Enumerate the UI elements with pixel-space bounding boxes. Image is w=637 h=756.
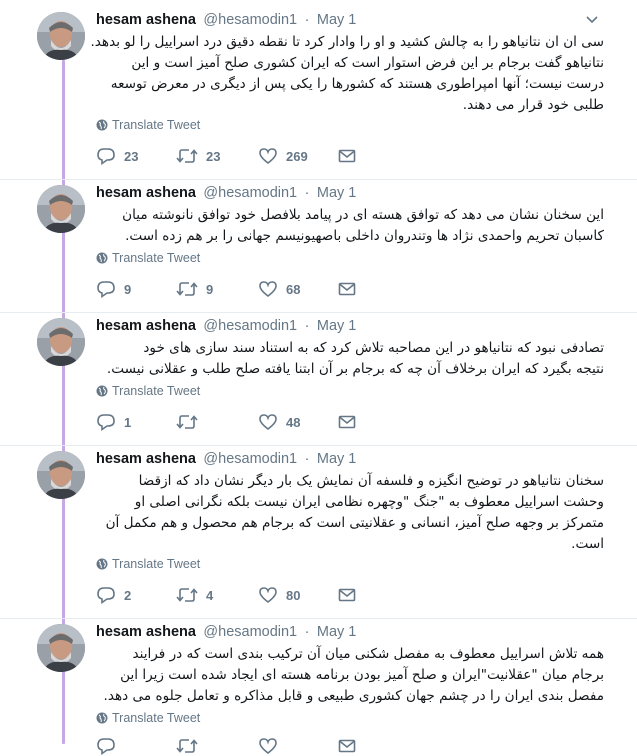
reply-icon (96, 413, 116, 431)
heart-icon (258, 280, 278, 298)
direct-message-button[interactable] (338, 412, 364, 432)
tweet-separator (0, 445, 637, 446)
translate-tweet-link[interactable] (96, 556, 200, 572)
translate-label: Translate Tweet (112, 251, 201, 265)
dot-separator: · (304, 451, 310, 467)
retweet-count: 23 (206, 148, 221, 164)
tweet-text-line: متمرکز بر وجهه صلح آمیز، انسانی و عقلانیتی است که برجام هم محصول و هم مکمل آن (105, 515, 604, 531)
tweet-date[interactable]: May 1 (316, 185, 357, 201)
globe-icon (96, 712, 108, 724)
tweet-date[interactable]: May 1 (316, 451, 357, 467)
retweet-button[interactable] (176, 585, 213, 605)
tweet-header (96, 183, 356, 203)
tweet-date[interactable]: May 1 (316, 624, 357, 640)
tweet-text (90, 32, 604, 116)
tweet-text-line: مفصل بندی ایران را در چشم جهان کشوری طبیعی و قابل مذاکره و تعامل جلوه می دهد. (103, 688, 604, 704)
tweet-separator (0, 312, 637, 313)
retweet-icon (176, 147, 198, 165)
direct-message-button[interactable] (338, 146, 364, 166)
tweet-text-line: نتانیاهو گفت برجام بر این فرض استوار است که ایران کشوری صلح آمیز است و این (131, 55, 604, 71)
reply-button[interactable] (96, 585, 131, 605)
direct-message-button[interactable] (338, 585, 364, 605)
tweet-text-line: است. (571, 536, 604, 552)
reply-button[interactable] (96, 412, 131, 432)
globe-icon (96, 558, 108, 570)
author-handle[interactable]: @hesamodin1 (203, 318, 298, 334)
reply-icon (96, 586, 116, 604)
tweet-header (96, 449, 356, 469)
reply-button[interactable] (96, 146, 138, 166)
retweet-count: 9 (206, 281, 214, 297)
like-count: 48 (286, 414, 301, 430)
dot-separator: · (304, 185, 310, 201)
translate-tweet-link[interactable] (96, 383, 200, 399)
tweet-text (96, 471, 604, 555)
tweet-text-line: سی ان ان نتانیاهو را به چالش کشید و او را وادار کرد تا نقطه دقیق درد اسراییل را لو بدهد. (90, 34, 604, 50)
tweet-actions (96, 279, 376, 299)
avatar[interactable] (37, 624, 85, 672)
like-button[interactable] (258, 412, 300, 432)
tweet-text (96, 205, 604, 247)
avatar[interactable] (37, 318, 85, 366)
like-button[interactable] (258, 736, 286, 756)
reply-count: 1 (124, 414, 132, 430)
retweet-icon (176, 737, 198, 755)
retweet-count: 4 (206, 587, 214, 603)
envelope-icon (338, 414, 356, 430)
author-name[interactable]: hesam ashena (96, 185, 196, 201)
tweet-text-line: طلبی خود قرار می دهند. (462, 97, 604, 113)
tweet-text-line: نتیجه بگیرد که ایران برخلاف آن چه که برجام بر آن ابتنا یافته صلح طلب و عقلانی نیست. (106, 361, 604, 377)
heart-icon (258, 737, 278, 755)
tweet-text-line: برجام میان "عقلانیت"ایران و صلح آمیز بودن برنامه هسته ای ایجاد شده است زیرا این (120, 667, 604, 683)
tweet-actions (96, 585, 376, 605)
retweet-icon (176, 280, 198, 298)
retweet-button[interactable] (176, 412, 206, 432)
translate-tweet-link[interactable] (96, 710, 200, 726)
author-name[interactable]: hesam ashena (96, 12, 196, 28)
heart-icon (258, 413, 278, 431)
translate-label: Translate Tweet (112, 118, 201, 132)
envelope-icon (338, 148, 356, 164)
chevron-down-icon[interactable] (585, 14, 599, 26)
tweet-separator (0, 618, 637, 619)
retweet-button[interactable] (176, 736, 206, 756)
retweet-button[interactable] (176, 279, 213, 299)
avatar[interactable] (37, 12, 85, 60)
tweet-text-line: این سخنان نشان می دهد که توافق هسته ای در پیامد بلافصل خود توافق نانوشته میان (122, 207, 604, 223)
like-button[interactable] (258, 585, 300, 605)
author-name[interactable]: hesam ashena (96, 318, 196, 334)
dot-separator: · (304, 624, 310, 640)
avatar[interactable] (37, 451, 85, 499)
author-handle[interactable]: @hesamodin1 (203, 624, 298, 640)
globe-icon (96, 252, 108, 264)
retweet-button[interactable] (176, 146, 220, 166)
author-handle[interactable]: @hesamodin1 (203, 12, 298, 28)
globe-icon (96, 119, 108, 131)
reply-icon (96, 280, 116, 298)
tweet-text (96, 338, 604, 380)
reply-button[interactable] (96, 736, 124, 756)
author-handle[interactable]: @hesamodin1 (203, 185, 298, 201)
avatar[interactable] (37, 185, 85, 233)
tweet-actions (96, 412, 376, 432)
dot-separator: · (304, 12, 310, 28)
translate-label: Translate Tweet (112, 711, 201, 725)
like-count: 80 (286, 587, 301, 603)
tweet-actions (96, 736, 376, 756)
envelope-icon (338, 738, 356, 754)
envelope-icon (338, 281, 356, 297)
translate-tweet-link[interactable] (96, 117, 200, 133)
translate-label: Translate Tweet (112, 384, 201, 398)
tweet-header (96, 10, 356, 30)
tweet-text-line: همه تلاش اسراییل معطوف به مفصل شکنی میان آن ترکیب بندی است که در فرایند (132, 646, 604, 662)
author-name[interactable]: hesam ashena (96, 451, 196, 467)
retweet-icon (176, 413, 198, 431)
tweet-header (96, 622, 356, 642)
reply-button[interactable] (96, 279, 131, 299)
like-button[interactable] (258, 146, 308, 166)
tweet-text (96, 644, 604, 707)
heart-icon (258, 147, 278, 165)
envelope-icon (338, 587, 356, 603)
author-handle[interactable]: @hesamodin1 (203, 451, 298, 467)
translate-label: Translate Tweet (112, 557, 201, 571)
retweet-icon (176, 586, 198, 604)
heart-icon (258, 586, 278, 604)
like-button[interactable] (258, 279, 300, 299)
translate-tweet-link[interactable] (96, 250, 200, 266)
reply-icon (96, 737, 116, 755)
tweet-date[interactable]: May 1 (316, 318, 357, 334)
reply-icon (96, 147, 116, 165)
tweet-text-line: سخنان نتانیاهو در توضیح انگیزه و فلسفه آن نمایش یک بار دیگر نشان داد که ازقضا (138, 473, 604, 489)
like-count: 68 (286, 281, 301, 297)
tweet-text-line: درست نیست؛ آنها امپراطوری هستند که کشورها را یکی پس از دیگری در معرض توسعه (110, 76, 604, 92)
tweet-text-line: کاسبان تحریم واحمدی نژاد ها وتندروان داخلی باصهیونیسم جهانی را بر هم زده است. (125, 228, 604, 244)
tweet-separator (0, 179, 637, 180)
author-name[interactable]: hesam ashena (96, 624, 196, 640)
tweet-actions (96, 146, 376, 166)
direct-message-button[interactable] (338, 736, 364, 756)
reply-count: 9 (124, 281, 132, 297)
reply-count: 2 (124, 587, 132, 603)
tweet-text-line: تصادفی نبود که نتانیاهو در این مصاحبه تلاش کرد که به استناد سند سازی های خود (143, 340, 604, 356)
like-count: 269 (286, 148, 308, 164)
globe-icon (96, 385, 108, 397)
tweet-text-line: وحشت اسراییل معطوف به "جنگ "وچهره نظامی ایران نیست بلکه نگرانی اصلی او (134, 494, 604, 510)
direct-message-button[interactable] (338, 279, 364, 299)
tweet-header (96, 316, 356, 336)
dot-separator: · (304, 318, 310, 334)
tweet-date[interactable]: May 1 (316, 12, 357, 28)
reply-count: 23 (124, 148, 139, 164)
